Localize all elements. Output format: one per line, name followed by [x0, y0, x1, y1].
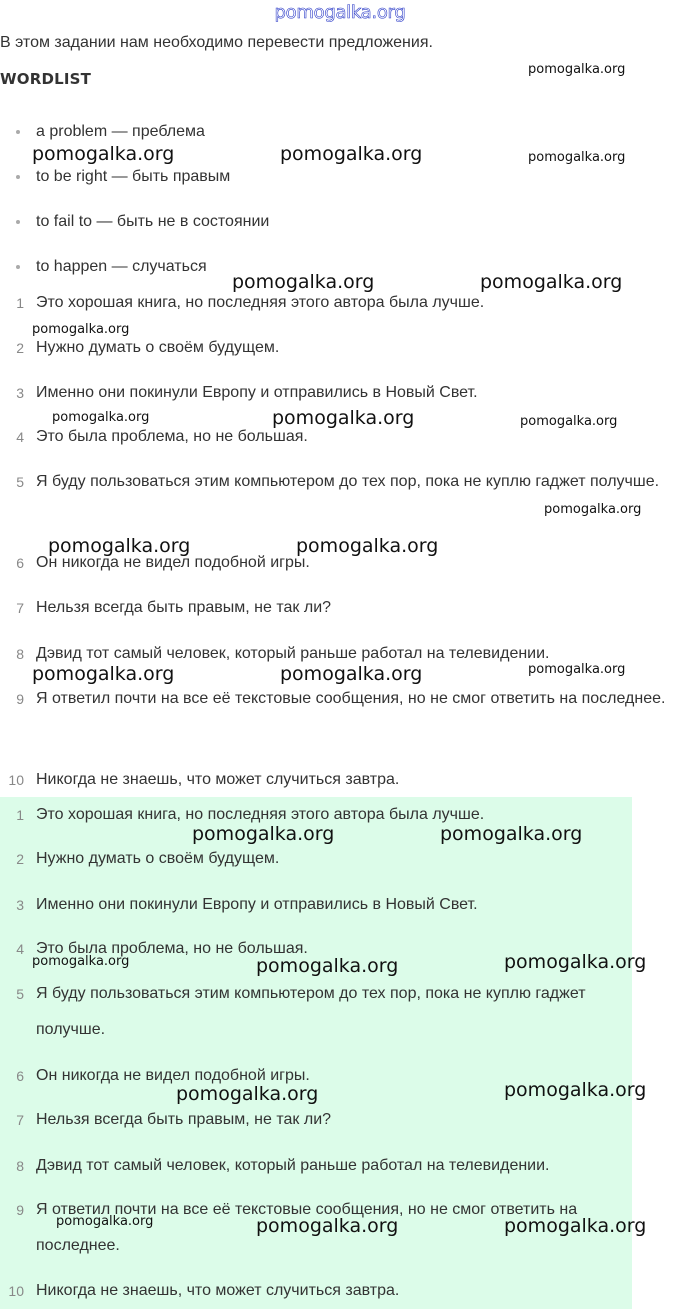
answer-item-number: 4: [16, 941, 24, 957]
task-item-number: 6: [16, 555, 24, 571]
watermark: pomogalka.org: [32, 143, 175, 165]
answer-item-number: 10: [8, 1283, 24, 1299]
task-item-number: 1: [16, 295, 24, 311]
watermark: pomogalka.org: [504, 1079, 647, 1101]
watermark: pomogalka.org: [192, 823, 335, 845]
watermark: pomogalka.org: [176, 1083, 319, 1105]
answer-item-number: 1: [16, 807, 24, 823]
bullet-dot-icon: [16, 265, 20, 269]
watermark: pomogalka.org: [32, 954, 130, 969]
bullet-dot-icon: [16, 175, 20, 179]
watermark: pomogalka.org: [272, 407, 415, 429]
watermark: pomogalka.org: [56, 1214, 154, 1229]
wordlist-item-text: to happen — случаться: [36, 258, 207, 275]
task-item-text: Никогда не знаешь, что может случиться завтра.: [36, 771, 400, 788]
site-logo[interactable]: pomogalka.org: [274, 2, 406, 23]
task-item-number: 5: [16, 474, 24, 490]
watermark: pomogalka.org: [32, 322, 130, 337]
bullet-dot-icon: [16, 130, 20, 134]
watermark: pomogalka.org: [528, 150, 626, 165]
answer-item-text: Я буду пользоваться этим компьютером до тех пор, пока не куплю гаджет получше.: [36, 985, 586, 1038]
answer-item-text: Нельзя всегда быть правым, не так ли?: [36, 1111, 332, 1128]
watermark: pomogalka.org: [296, 535, 439, 557]
task-item-number: 3: [16, 385, 24, 401]
watermark: pomogalka.org: [256, 1215, 399, 1237]
answer-item-number: 9: [16, 1202, 24, 1218]
task-item-text: Это была проблема, но не большая.: [36, 428, 308, 445]
task-item-text: Дэвид тот самый человек, который раньше работал на телевидении.: [36, 645, 550, 662]
watermark: pomogalka.org: [544, 502, 642, 517]
answer-item-text: Никогда не знаешь, что может случиться завтра.: [36, 1282, 400, 1299]
watermark: pomogalka.org: [32, 663, 175, 685]
watermark: pomogalka.org: [232, 271, 375, 293]
answer-item-text: Это была проблема, но не большая.: [36, 940, 308, 957]
task-item-number: 8: [16, 646, 24, 662]
answer-item-text: Дэвид тот самый человек, который раньше работал на телевидении.: [36, 1157, 550, 1174]
watermark: pomogalka.org: [504, 951, 647, 973]
intro-text: В этом задании нам необходимо перевести предложения.: [0, 34, 433, 51]
answer-item-text: Именно они покинули Европу и отправились в Новый Свет.: [36, 896, 478, 913]
task-item-number: 9: [16, 691, 24, 707]
task-item-number: 2: [16, 340, 24, 356]
answer-item-number: 3: [16, 897, 24, 913]
task-item-text: Нельзя всегда быть правым, не так ли?: [36, 599, 332, 616]
task-item-text: Нужно думать о своём будущем.: [36, 339, 280, 356]
wordlist-item-text: a problem — преблема: [36, 123, 205, 140]
wordlist-title: WORDLIST: [0, 70, 92, 88]
watermark: pomogalka.org: [528, 62, 626, 77]
watermark: pomogalka.org: [48, 535, 191, 557]
watermark: pomogalka.org: [528, 662, 626, 677]
task-item-number: 4: [16, 429, 24, 445]
watermark: pomogalka.org: [280, 663, 423, 685]
watermark: pomogalka.org: [480, 271, 623, 293]
answer-item-number: 5: [16, 986, 24, 1002]
answer-item-number: 2: [16, 851, 24, 867]
answer-item-text: Это хорошая книга, но последняя этого автора была лучше.: [36, 806, 485, 823]
task-item-text: Он никогда не видел подобной игры.: [36, 554, 310, 571]
answer-item-text: Он никогда не видел подобной игры.: [36, 1067, 310, 1084]
watermark: pomogalka.org: [280, 143, 423, 165]
watermark: pomogalka.org: [256, 955, 399, 977]
wordlist-item-text: to fail to — быть не в состоянии: [36, 213, 270, 230]
watermark: pomogalka.org: [520, 414, 618, 429]
answer-item-number: 7: [16, 1112, 24, 1128]
wordlist-item-text: to be right — быть правым: [36, 168, 231, 185]
watermark: pomogalka.org: [440, 823, 583, 845]
answer-item-number: 6: [16, 1068, 24, 1084]
bullet-dot-icon: [16, 220, 20, 224]
task-item-text: Это хорошая книга, но последняя этого автора была лучше.: [36, 294, 485, 311]
task-item-text: Я буду пользоваться этим компьютером до тех пор, пока не куплю гаджет получше.: [36, 473, 660, 490]
watermark: pomogalka.org: [52, 410, 150, 425]
answer-item-number: 8: [16, 1158, 24, 1174]
task-item-text: Именно они покинули Европу и отправились в Новый Свет.: [36, 384, 478, 401]
task-item-number: 7: [16, 600, 24, 616]
watermark: pomogalka.org: [504, 1215, 647, 1237]
answer-item-text: Я ответил почти на все её текстовые сообщения, но не смог ответить на последнее.: [36, 1201, 578, 1254]
answer-item-text: Нужно думать о своём будущем.: [36, 850, 280, 867]
task-item-number: 10: [8, 772, 24, 788]
task-item-text: Я ответил почти на все её текстовые сообщения, но не смог ответить на последнее.: [36, 690, 666, 707]
